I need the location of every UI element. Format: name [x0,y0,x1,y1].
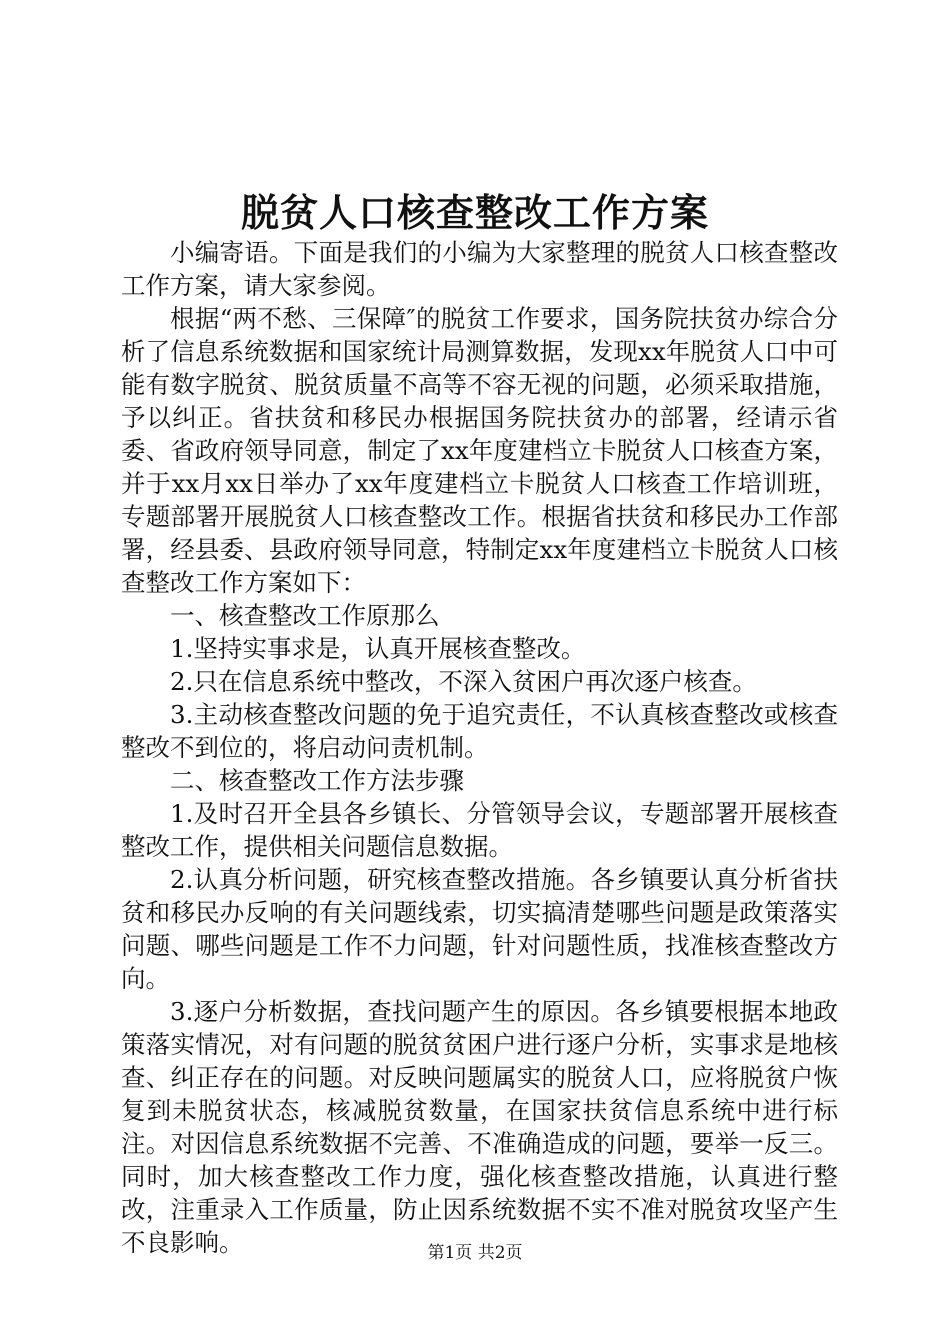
paragraph-background: 根据“两不愁、三保障″的脱贫工作要求，国务院扶贫办综合分析了信息系统数据和国家统计局测算数据，发现xx年脱贫人口中可能有数字脱贫、脱贫质量不高等不容无视的问题，必须采取措施，予以纠正。省扶贫和移民办根据国务院扶贫办的部署，经请示省委、省政府领导同意，制定了xx年度建档立卡脱贫人口核查方案，并于xx月xx日举办了xx年度建档立卡脱贫人口核查工作培训班，专题部署开展脱贫人口核查整改工作。根据省扶贫和移民办工作部署，经县委、县政府领导同意，特制定xx年度建档立卡脱贫人口核查整改工作方案如下： [121,304,838,597]
document-title: 脱贫人口核查整改工作方案 [240,190,709,235]
method-item-2: 2.认真分析问题，研究核查整改措施。各乡镇要认真分析省扶贫和移民办反响的有关问题线索，切实搞清楚哪些问题是政策落实问题、哪些问题是工作不力问题，针对问题性质，找准核查整改方向。 [121,865,838,993]
principle-item-1: 1.坚持实事求是，认真开展核查整改。 [170,634,586,663]
method-item-1: 1.及时召开全县各乡镇长、分管领导会议，专题部署开展核查整改工作，提供相关问题信息数据。 [121,799,838,861]
document-body [121,236,838,1259]
page-footer: 第1页 共2页 [427,1243,523,1263]
method-item-3: 3.逐户分析数据，查找问题产生的原因。各乡镇要根据本地政策落实情况，对有问题的脱贫贫困户进行逐户分析，实事求是地核查、纠正存在的问题。对反映问题属实的脱贫人口，应将脱贫户恢复到未脱贫状态，核减脱贫数量，在国家扶贫信息系统中进行标注。对因信息系统数据不完善、不准确造成的问题，要举一反三。同时，加大核查整改工作力度，强化核查整改措施，认真进行整改，注重录入工作质量，防止因系统数据不实不准对脱贫攻坚产生不良影响。 [121,997,838,1257]
section-heading-principles: 一、核查整改工作原那么 [170,601,440,630]
section-heading-methods: 二、核查整改工作方法步骤 [170,766,464,795]
principle-item-3: 3.主动核查整改问题的免于追究责任，不认真核查整改或核查整改不到位的，将启动问责机制。 [121,700,838,762]
paragraph-intro: 小编寄语。下面是我们的小编为大家整理的脱贫人口核查整改工作方案，请大家参阅。 [121,238,838,300]
principle-item-2: 2.只在信息系统中整改，不深入贫困户再次逐户核查。 [170,667,757,696]
